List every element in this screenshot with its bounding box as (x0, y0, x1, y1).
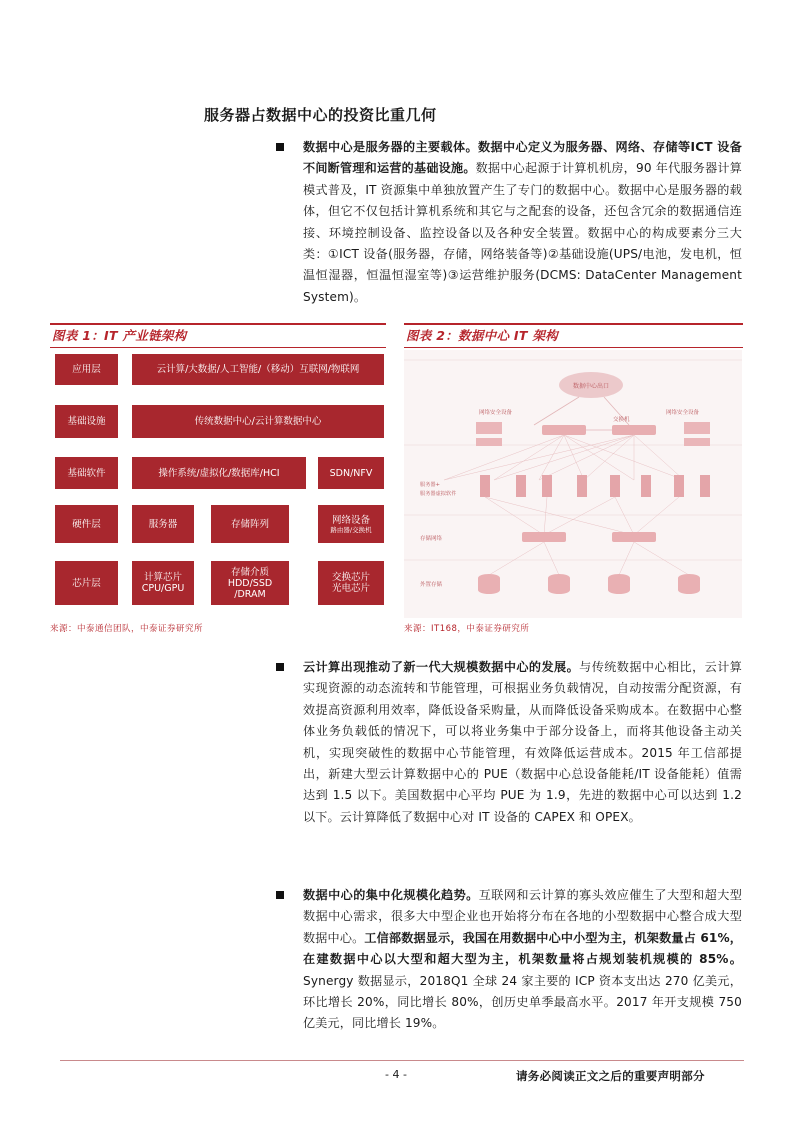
figure-1 (50, 323, 386, 348)
layer-label-hardware: 硬件层 (55, 505, 118, 543)
para3-text-2: Synergy 数据显示，2018Q1 全球 24 家主要的 ICP 资本支出达 270 亿美元，环比增长 20%，同比增长 80%，创历史单季最高水平。2017 年开支规模 750 亿美元，同比增长 19%。 (303, 973, 742, 1031)
footer-disclaimer: 请务必阅读正文之后的重要声明部分 (516, 1069, 705, 1083)
label-security-right: 网络安全设备 (666, 410, 700, 416)
footer-divider (60, 1060, 744, 1061)
label-ext-storage: 外置存储 (420, 582, 443, 588)
layer-label-chip: 芯片层 (55, 561, 118, 605)
layer-cell-infra: 传统数据中心/云计算数据中心 (132, 405, 384, 438)
figure-1-title: 图表 1：IT 产业链架构 (52, 328, 187, 343)
network-device-sub: 路由器/交换机 (330, 525, 372, 534)
label-switch: 交换机 (613, 417, 630, 423)
datacenter-architecture-diagram (404, 350, 742, 618)
layer-cell-switch-chip: 交换芯片 光电芯片 (318, 561, 384, 605)
layer-cell-storage-media: 存储介质 HDD/SSD /DRAM (211, 561, 289, 605)
figure-2-title: 图表 2：数据中心 IT 架构 (406, 328, 558, 343)
page-number: - 4 - (385, 1068, 407, 1081)
layer-cell-app: 云计算/大数据/人工智能/（移动）互联网/物联网 (132, 354, 384, 385)
bullet-square-icon (276, 663, 284, 671)
bullet-paragraph-1 (276, 137, 742, 308)
figure-2-source: 来源：IT168，中泰证券研究所 (404, 624, 530, 634)
para3-bold-2: 工信部数据显示，我国在用数据中心中小型为主，机架数量占 61%，在建数据中心以大型和超大型为主，机架数量将占规划装机规模的 85%。 (303, 930, 742, 967)
layer-cell-storage-array: 存储阵列 (211, 505, 289, 543)
para3-bold-1: 数据中心的集中化规模化趋势。 (303, 888, 479, 902)
label-exit: 数据中心出口 (572, 383, 610, 390)
layer-cell-network (318, 505, 384, 543)
layer-cell-sdn: SDN/NFV (318, 457, 384, 489)
layer-cell-server: 服务器 (132, 505, 194, 543)
layer-cell-os: 操作系统/虚拟化/数据库/HCI (132, 457, 306, 489)
label-storage-network: 存储网络 (420, 536, 443, 542)
layer-label-software: 基础软件 (55, 457, 118, 489)
bullet-paragraph-2 (276, 657, 742, 828)
para2-text: 与传统数据中心相比，云计算实现资源的动态流转和节能管理，可根据业务负载情况，自动按需分配资源，有效提高资源利用效率，降低设备采购量，从而降低设备采购成本。在数据中心整体业务负载低的情况下，可以将业务集中于部分设备上，而将其他设备主动关机，实现突破性的数据中心节能管理，有效降低运营成本。2015 年工信部提出，新建大型云计算数据中心的 PUE（数据中心总设备能耗/IT 设备能耗）值需达到 1.5 以下。美国数据中心平均 PUE 为 1.9，先进的数据中心可以达到 1.2 以下。云计算降低了数据中心对 IT 设备的 CAPEX 和 OPEX。 (303, 660, 742, 824)
para1-bold: 数据中心是服务器的主要载体。数据中心定义为服务器、网络、存储等ICT 设备不间断管理和运营的基础设施。 (303, 140, 742, 176)
figure-2 (404, 323, 743, 348)
label-server: 服务器+ (420, 482, 440, 488)
para1-text: 数据中心起源于计算机机房，90 年代服务器计算模式普及，IT 资源集中单独放置产生了专门的数据中心。数据中心是服务器的载体，但它不仅包括计算机系统和其它与之配套的设备，还包含冗余的数据通信连接、环境控制设备、监控设备以及各种安全装置。数据中心的构成要素分三大类：①ICT 设备(服务器，存储，网络装备等)②基础设施(UPS/电池，发电机，恒温恒湿器，恒温恒湿室等)③运营维护服务(DCMS: DataCenter Management System)。 (303, 161, 742, 304)
label-server-virtual: 服务器虚拟软件 (420, 491, 457, 497)
figure-1-source: 来源：中泰通信团队，中泰证券研究所 (50, 624, 204, 634)
bullet-square-icon (276, 143, 284, 151)
layer-label-app: 应用层 (55, 354, 118, 385)
bullet-square-icon (276, 891, 284, 899)
para2-bold: 云计算出现推动了新一代大规模数据中心的发展。 (303, 660, 580, 674)
layer-label-infra: 基础设施 (55, 405, 118, 438)
section-heading: 服务器占数据中心的投资比重几何 (204, 106, 437, 124)
bullet-paragraph-3 (276, 885, 742, 1035)
layer-cell-compute-chip: 计算芯片 CPU/GPU (132, 561, 194, 605)
label-security-left: 网络安全设备 (479, 410, 513, 416)
para3-text-1: 互联网和云计算的寡头效应催生了大型和超大型数据中心需求，很多大中型企业也开始将分布在各地的小型数据中心整合成大型数据中心。 (303, 888, 742, 945)
network-device-label: 网络设备 (331, 514, 370, 526)
